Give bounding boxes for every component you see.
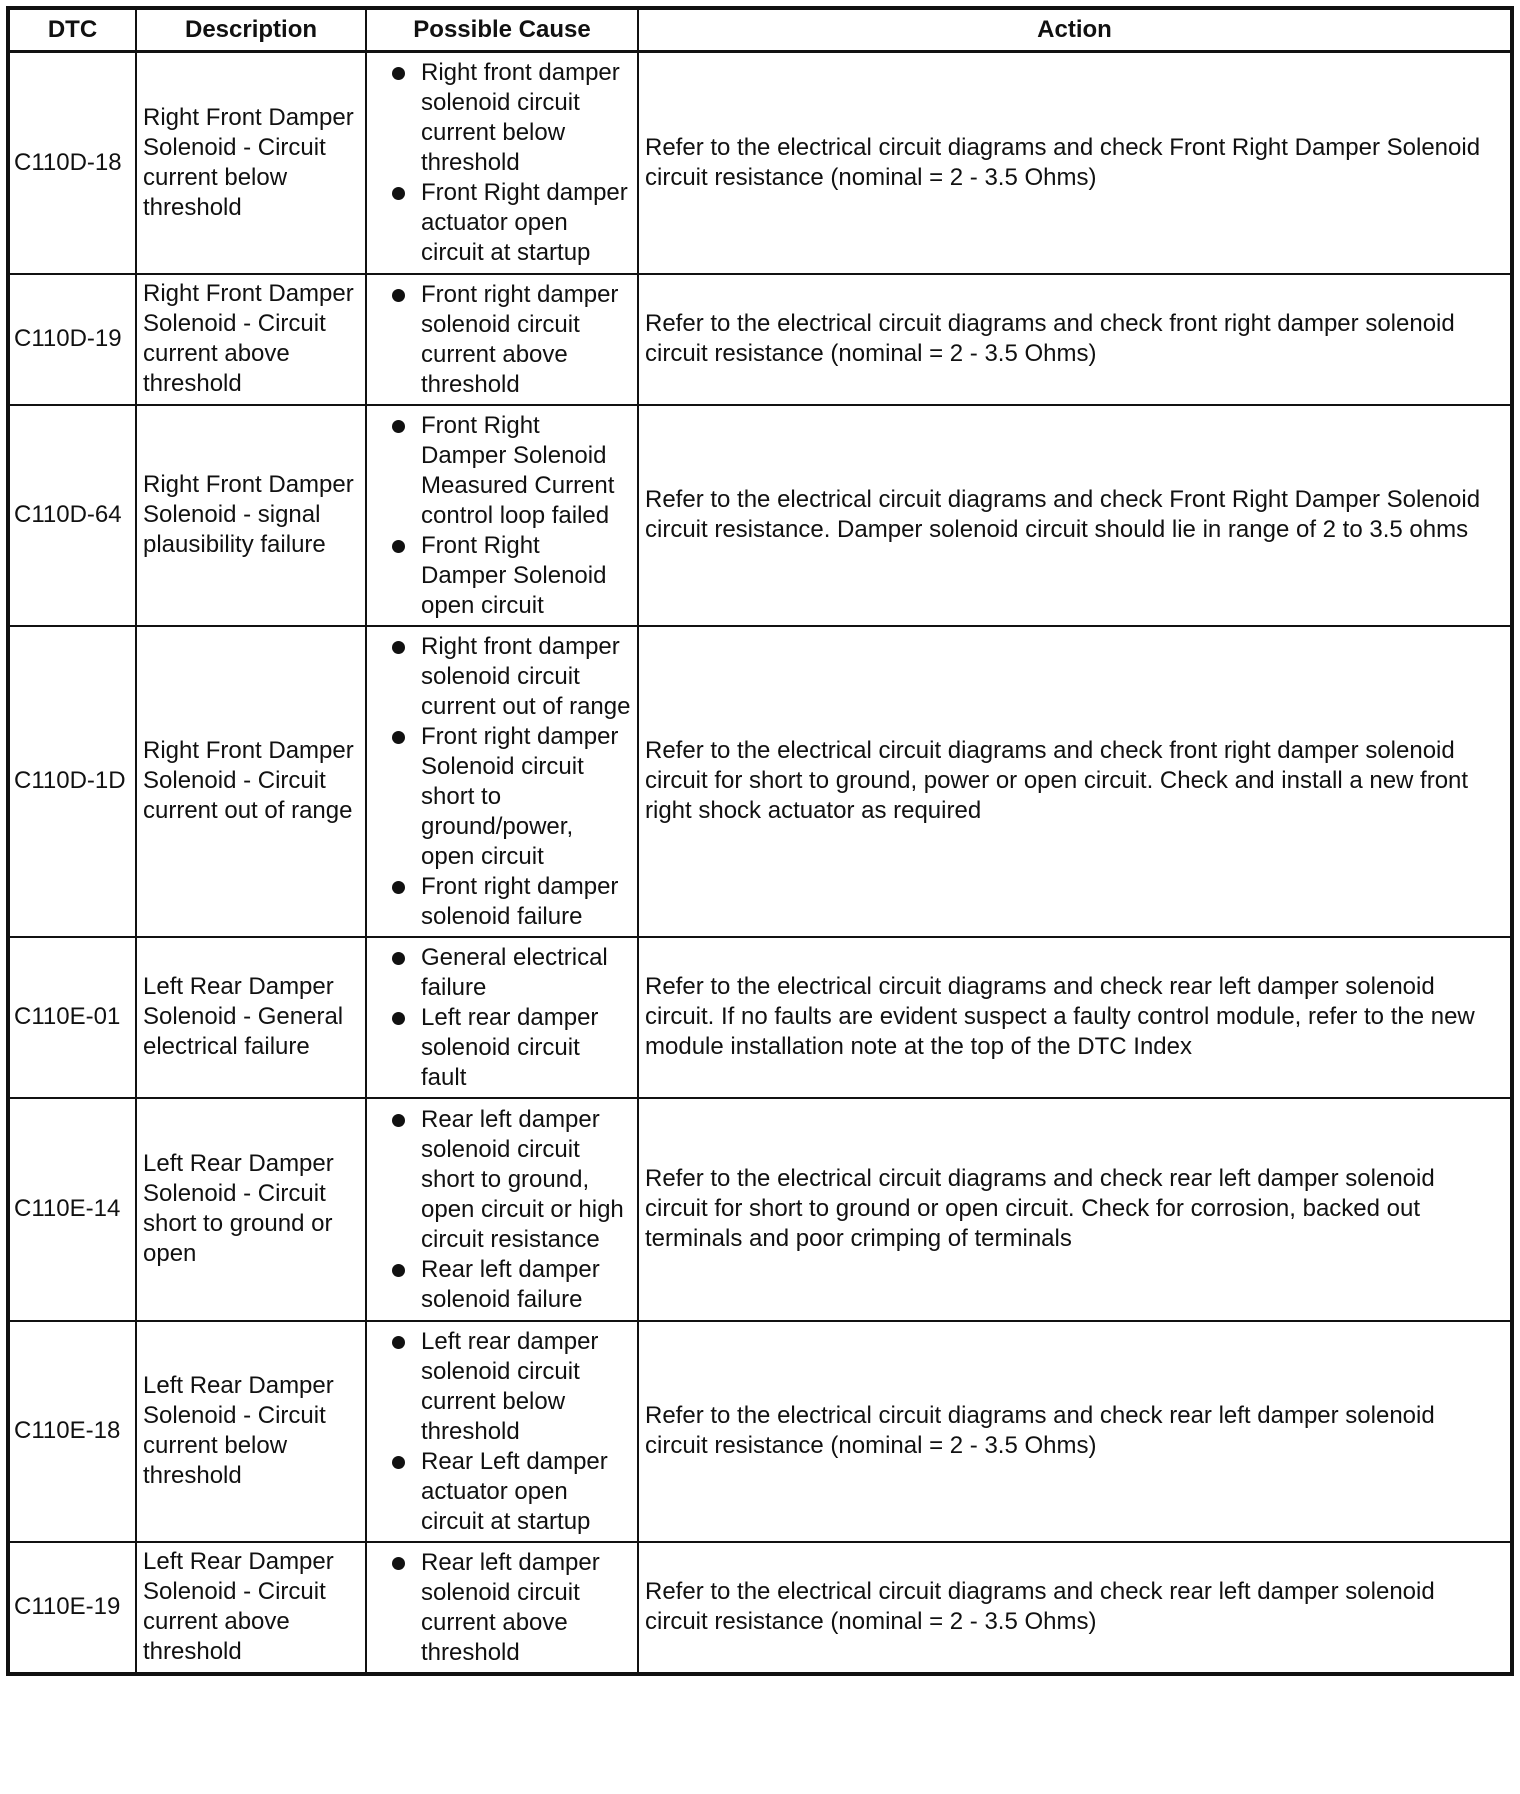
possible-cause-cell	[366, 274, 638, 405]
cause-list	[373, 1327, 631, 1537]
cause-list	[373, 411, 631, 621]
dtc-code: C110D-64	[8, 405, 136, 626]
bullet-icon	[392, 1114, 405, 1127]
table-row	[8, 937, 1512, 1098]
possible-cause-cell	[366, 1098, 638, 1321]
action-text: Refer to the electrical circuit diagrams and check rear left damper solenoid circuit resistance (nominal = 2 - 3.5 Ohms)	[638, 1542, 1512, 1674]
action-text: Refer to the electrical circuit diagrams and check Front Right Damper Solenoid circuit resistance (nominal = 2 - 3.5 Ohms)	[638, 52, 1512, 274]
bullet-icon	[392, 881, 405, 894]
cause-list-item	[373, 722, 631, 872]
cause-text: Right front damper solenoid circuit current below threshold	[421, 59, 620, 177]
cause-text: Left rear damper solenoid circuit current below threshold	[421, 1327, 599, 1445]
dtc-description: Left Rear Damper Solenoid - General electrical failure	[136, 937, 366, 1098]
bullet-icon	[392, 731, 405, 744]
possible-cause-cell	[366, 1542, 638, 1674]
cause-text: Front right damper solenoid failure	[421, 872, 619, 930]
action-text: Refer to the electrical circuit diagrams and check rear left damper solenoid circuit for short to ground or open circuit. Check for corrosion, backed out terminals and poor crimping of terminals	[638, 1098, 1512, 1321]
cause-list-item	[373, 58, 631, 178]
table-header	[8, 8, 1512, 52]
dtc-code: C110D-19	[8, 274, 136, 405]
cause-list	[373, 1548, 631, 1668]
bullet-icon	[392, 420, 405, 433]
cause-list-item	[373, 280, 631, 400]
bullet-icon	[392, 1336, 405, 1349]
dtc-description: Right Front Damper Solenoid - Circuit current below threshold	[136, 52, 366, 274]
action-text: Refer to the electrical circuit diagrams and check front right damper solenoid circuit resistance (nominal = 2 - 3.5 Ohms)	[638, 274, 1512, 405]
cause-list-item	[373, 1003, 631, 1093]
action-text: Refer to the electrical circuit diagrams and check rear left damper solenoid circuit resistance (nominal = 2 - 3.5 Ohms)	[638, 1321, 1512, 1542]
table-row	[8, 405, 1512, 626]
cause-text: General electrical failure	[421, 943, 608, 1001]
dtc-code: C110D-1D	[8, 626, 136, 937]
dtc-code: C110E-18	[8, 1321, 136, 1542]
cause-list-item	[373, 1105, 631, 1255]
possible-cause-cell	[366, 937, 638, 1098]
cause-list-item	[373, 1447, 631, 1537]
table-row	[8, 1321, 1512, 1542]
dtc-description: Left Rear Damper Solenoid - Circuit short to ground or open	[136, 1098, 366, 1321]
cause-text: Front Right Damper Solenoid open circuit	[421, 531, 607, 619]
dtc-table	[6, 6, 1514, 1676]
table-body	[8, 52, 1512, 1674]
cause-text: Front right damper Solenoid circuit short to ground/power, open circuit	[421, 722, 619, 870]
cause-text: Front Right damper actuator open circuit at startup	[421, 179, 628, 267]
cause-list	[373, 280, 631, 400]
dtc-description: Right Front Damper Solenoid - Circuit current out of range	[136, 626, 366, 937]
cause-list-item	[373, 1548, 631, 1668]
cause-text: Front right damper solenoid circuit current above threshold	[421, 280, 619, 398]
bullet-icon	[392, 67, 405, 80]
cause-list-item	[373, 1327, 631, 1447]
dtc-description: Left Rear Damper Solenoid - Circuit current above threshold	[136, 1542, 366, 1674]
cause-list-item	[373, 178, 631, 268]
cause-list-item	[373, 632, 631, 722]
header-dtc: DTC	[8, 8, 136, 52]
action-text: Refer to the electrical circuit diagrams and check front right damper solenoid circuit for short to ground, power or open circuit. Check and install a new front right shock actuator as required	[638, 626, 1512, 937]
bullet-icon	[392, 1557, 405, 1570]
header-description: Description	[136, 8, 366, 52]
table-row	[8, 52, 1512, 274]
cause-list-item	[373, 872, 631, 932]
header-possible-cause: Possible Cause	[366, 8, 638, 52]
bullet-icon	[392, 1264, 405, 1277]
table-row	[8, 1098, 1512, 1321]
header-action: Action	[638, 8, 1512, 52]
table-row	[8, 626, 1512, 937]
table-row	[8, 1542, 1512, 1674]
cause-list	[373, 943, 631, 1093]
cause-list-item	[373, 1255, 631, 1315]
possible-cause-cell	[366, 626, 638, 937]
cause-text: Rear left damper solenoid circuit current above threshold	[421, 1548, 600, 1666]
bullet-icon	[392, 289, 405, 302]
cause-list-item	[373, 411, 631, 531]
dtc-code: C110D-18	[8, 52, 136, 274]
dtc-description: Right Front Damper Solenoid - signal plausibility failure	[136, 405, 366, 626]
bullet-icon	[392, 540, 405, 553]
cause-text: Rear left damper solenoid circuit short to ground, open circuit or high circuit resistance	[421, 1105, 624, 1253]
dtc-description: Right Front Damper Solenoid - Circuit current above threshold	[136, 274, 366, 405]
cause-list	[373, 632, 631, 932]
cause-text: Right front damper solenoid circuit current out of range	[421, 632, 631, 720]
cause-list-item	[373, 531, 631, 621]
dtc-description: Left Rear Damper Solenoid - Circuit current below threshold	[136, 1321, 366, 1542]
possible-cause-cell	[366, 52, 638, 274]
bullet-icon	[392, 641, 405, 654]
table-row	[8, 274, 1512, 405]
dtc-code: C110E-01	[8, 937, 136, 1098]
cause-list-item	[373, 943, 631, 1003]
cause-text: Rear Left damper actuator open circuit at startup	[421, 1447, 608, 1535]
dtc-code: C110E-19	[8, 1542, 136, 1674]
cause-list	[373, 58, 631, 268]
bullet-icon	[392, 1456, 405, 1469]
cause-text: Left rear damper solenoid circuit fault	[421, 1003, 599, 1091]
cause-text: Front Right Damper Solenoid Measured Current control loop failed	[421, 411, 615, 529]
possible-cause-cell	[366, 1321, 638, 1542]
cause-text: Rear left damper solenoid failure	[421, 1255, 600, 1313]
bullet-icon	[392, 187, 405, 200]
possible-cause-cell	[366, 405, 638, 626]
bullet-icon	[392, 952, 405, 965]
action-text: Refer to the electrical circuit diagrams and check rear left damper solenoid circuit. If no faults are evident suspect a faulty control module, refer to the new module installation note at the top of the DTC Index	[638, 937, 1512, 1098]
dtc-code: C110E-14	[8, 1098, 136, 1321]
action-text: Refer to the electrical circuit diagrams and check Front Right Damper Solenoid circuit resistance. Damper solenoid circuit should lie in range of 2 to 3.5 ohms	[638, 405, 1512, 626]
cause-list	[373, 1105, 631, 1315]
bullet-icon	[392, 1012, 405, 1025]
header-row	[8, 8, 1512, 52]
